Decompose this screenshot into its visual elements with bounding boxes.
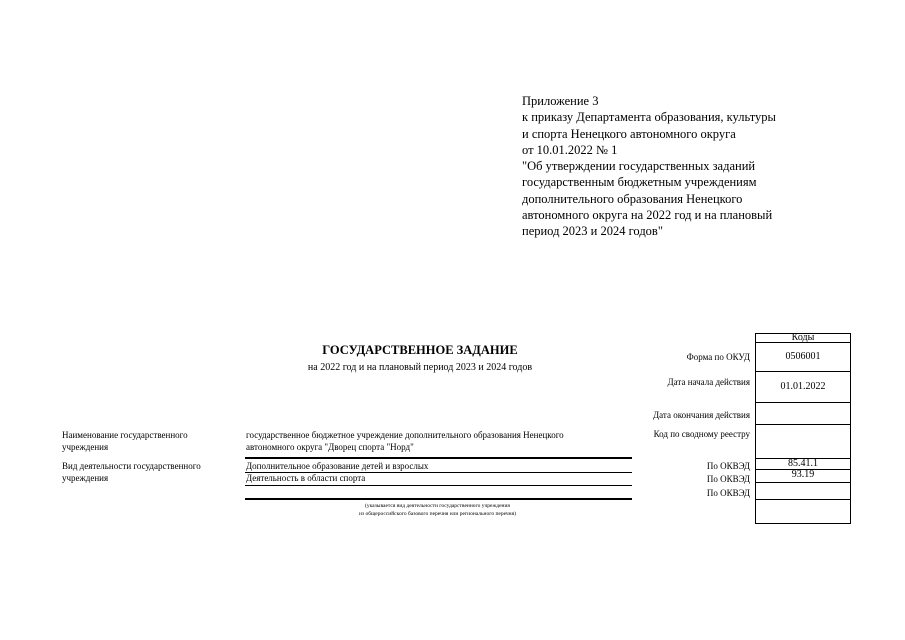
okved-label-2: По ОКВЭД (706, 474, 750, 484)
activity-label-2: учреждения (62, 473, 109, 483)
okud-label: Форма по ОКУД (686, 352, 750, 362)
okved-label-3: По ОКВЭД (706, 488, 750, 498)
document-title: ГОСУДАРСТВЕННОЕ ЗАДАНИЕ (322, 343, 518, 357)
appendix-line: дополнительного образования Ненецкого (522, 191, 743, 206)
name-underline (245, 457, 632, 459)
activity-value-1: Дополнительное образование детей и взрослых (246, 461, 429, 471)
activity-note-1: (указывается вид деятельности государственного учреждения (365, 503, 510, 509)
institution-name-value-2: автономного округа "Дворец спорта "Норд" (246, 442, 414, 452)
appendix-line: от 10.01.2022 № 1 (522, 142, 618, 157)
institution-name-value-1: государственное бюджетное учреждение дополнительного образования Ненецкого (246, 430, 564, 440)
activity-underline-3 (245, 498, 632, 500)
appendix-line: автономного округа на 2022 год и на плановый (522, 208, 773, 223)
okud-code-cell: 0506001 (755, 343, 851, 372)
activity-value-2: Деятельность в области спорта (246, 473, 366, 483)
end-date-cell (755, 403, 851, 425)
appendix-block (522, 93, 822, 240)
registry-label: Код по сводному реестру (653, 429, 750, 439)
appendix-line: государственным бюджетным учреждениям (522, 175, 757, 190)
appendix-line: "Об утверждении государственных заданий (522, 159, 756, 174)
end-date-label: Дата окончания действия (653, 410, 750, 420)
institution-name-label-1: Наименование государственного (62, 430, 188, 440)
registry-code-cell (755, 425, 851, 459)
okved-code-cell-3 (755, 483, 851, 500)
appendix-line: к приказу Департамента образования, культуры (522, 110, 776, 125)
start-date-cell: 01.01.2022 (755, 372, 851, 403)
codes-heading: Коды (755, 333, 851, 343)
activity-label-1: Вид деятельности государственного (62, 461, 201, 471)
appendix-line: и спорта Ненецкого автономного округа (522, 126, 736, 141)
activity-underline-2 (245, 485, 632, 486)
appendix-line: период 2023 и 2024 годов" (522, 224, 663, 239)
start-date-label: Дата начала действия (667, 377, 750, 387)
okved-label-1: По ОКВЭД (706, 461, 750, 471)
institution-name-label-2: учреждения (62, 442, 109, 452)
okved-code-cell-2: 93.19 (755, 470, 851, 483)
okved-code-cell-empty (755, 500, 851, 524)
okved-code-cell-1: 85.41.1 (755, 459, 851, 470)
document-subtitle: на 2022 год и на плановый период 2023 и 2024 годов (307, 362, 533, 373)
appendix-line: Приложение 3 (522, 94, 599, 108)
activity-note-2: из общероссийского базового перечня или регионального перечня) (359, 511, 516, 517)
